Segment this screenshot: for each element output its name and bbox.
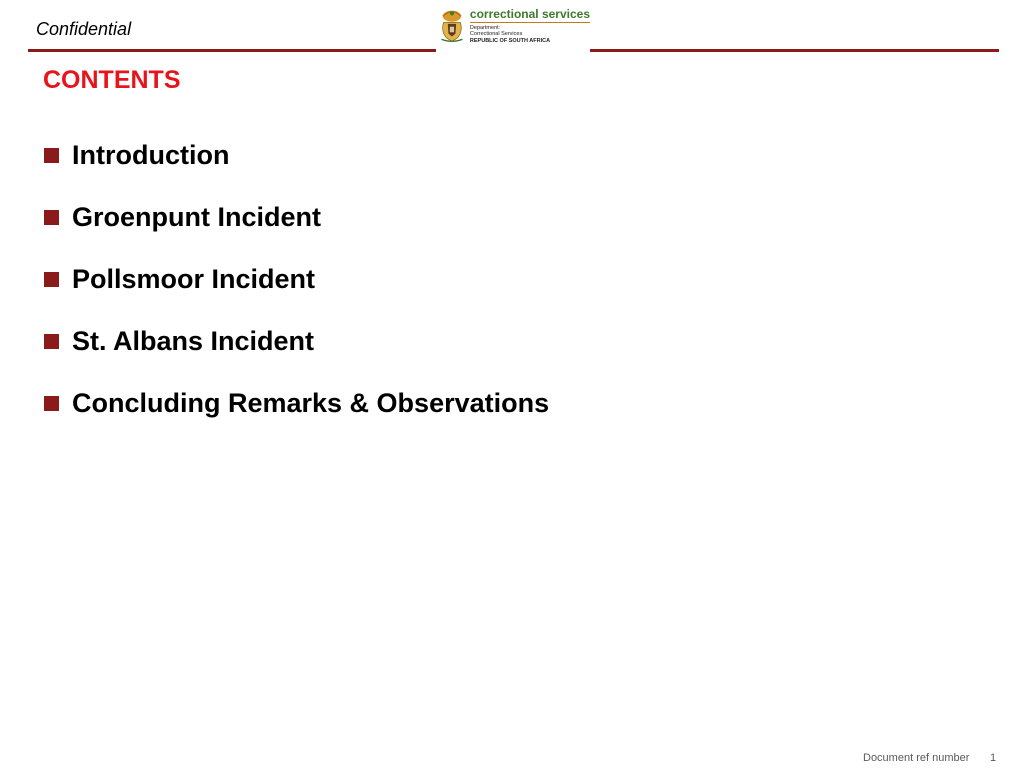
list-item-label: St. Albans Incident (72, 325, 315, 356)
department-logo (436, 0, 590, 52)
document-ref-label: Document ref number (863, 752, 970, 764)
square-bullet-icon (44, 272, 59, 287)
logo-country: REPUBLIC OF SOUTH AFRICA (469, 37, 551, 44)
logo-text (470, 8, 590, 43)
logo-department-label: Department: (469, 25, 501, 32)
list-item-label: Groenpunt Incident (72, 201, 321, 232)
square-bullet-icon (44, 210, 59, 225)
contents-list (44, 124, 549, 434)
list-item (44, 248, 549, 310)
list-item-label: Introduction (72, 139, 230, 170)
list-item (44, 310, 549, 372)
confidential-label: Confidential (36, 19, 132, 39)
page-number: 1 (990, 752, 997, 764)
list-item (44, 124, 549, 186)
list-item (44, 186, 549, 248)
square-bullet-icon (44, 148, 59, 163)
logo-brand: correctional services (469, 7, 590, 22)
slide-title: CONTENTS (43, 66, 181, 94)
square-bullet-icon (44, 334, 59, 349)
square-bullet-icon (44, 396, 59, 411)
list-item-label: Concluding Remarks & Observations (72, 387, 550, 418)
list-item-label: Pollsmoor Incident (72, 263, 316, 294)
list-item (44, 372, 549, 434)
south-africa-coat-of-arms-icon (438, 1, 466, 51)
logo-department-name: Correctional Services (469, 31, 523, 38)
